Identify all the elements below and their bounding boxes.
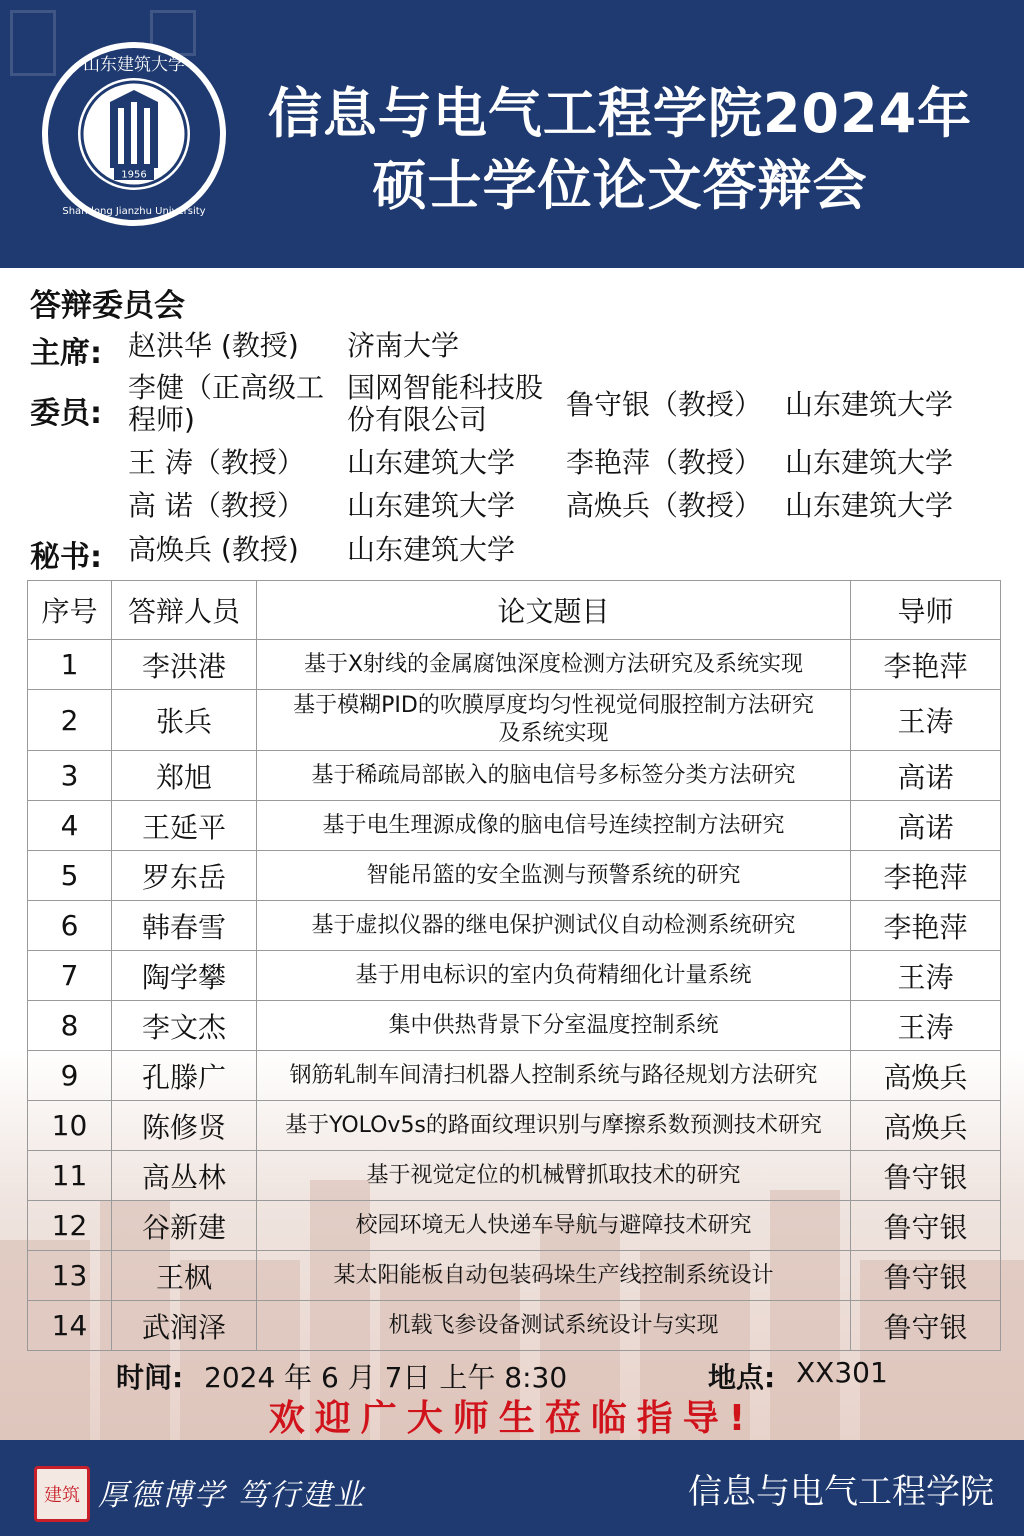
table-row xyxy=(28,801,1001,851)
row-student: 孔滕广 xyxy=(112,1051,257,1101)
row-topic: 基于视觉定位的机械臂抓取技术的研究 xyxy=(257,1151,851,1201)
defense-table xyxy=(27,580,1001,1351)
row-advisor: 高焕兵 xyxy=(851,1051,1001,1101)
row-topic: 基于用电标识的室内负荷精细化计量系统 xyxy=(257,951,851,1001)
member-2-name: 鲁守银（教授） xyxy=(566,388,763,421)
row-advisor: 鲁守银 xyxy=(851,1251,1001,1301)
row-student: 李文杰 xyxy=(112,1001,257,1051)
seal-text: 建筑 xyxy=(44,1485,80,1506)
logo-cn-text: 山东建筑大学 xyxy=(83,55,185,75)
table-row xyxy=(28,690,1001,751)
footer-banner xyxy=(0,1440,1024,1536)
school-name: 信息与电气工程学院 xyxy=(688,1472,994,1512)
row-advisor: 王涛 xyxy=(851,951,1001,1001)
member-3-org: 山东建筑大学 xyxy=(347,446,516,479)
member-5-org: 山东建筑大学 xyxy=(347,489,516,522)
chair-name: 赵洪华 (教授) xyxy=(128,329,299,362)
row-number: 14 xyxy=(28,1301,112,1351)
secretary-org: 山东建筑大学 xyxy=(347,533,516,566)
row-number: 3 xyxy=(28,751,112,801)
row-number: 1 xyxy=(28,640,112,690)
table-row xyxy=(28,1301,1001,1351)
seal-icon xyxy=(34,1466,90,1522)
row-number: 9 xyxy=(28,1051,112,1101)
table-row xyxy=(28,1201,1001,1251)
row-topic: 钢筋轧制车间清扫机器人控制系统与路径规划方法研究 xyxy=(257,1051,851,1101)
member-2-org: 山东建筑大学 xyxy=(785,388,954,421)
row-advisor: 鲁守银 xyxy=(851,1151,1001,1201)
members-label: 委员: xyxy=(30,396,102,431)
row-advisor: 李艳萍 xyxy=(851,901,1001,951)
row-student: 张兵 xyxy=(112,690,257,751)
row-advisor: 高诺 xyxy=(851,801,1001,851)
row-topic xyxy=(257,690,851,751)
time-value: 2024 年 6 月 7日 上午 8:30 xyxy=(204,1361,568,1394)
table-row xyxy=(28,1051,1001,1101)
chair-org: 济南大学 xyxy=(347,329,460,362)
row-number: 8 xyxy=(28,1001,112,1051)
row-number: 2 xyxy=(28,690,112,751)
schedule-info xyxy=(0,1352,1024,1392)
title-line-1: 信息与电气工程学院2024年 xyxy=(267,82,973,145)
row-number: 4 xyxy=(28,801,112,851)
table-header-row xyxy=(28,581,1001,640)
row-student: 韩春雪 xyxy=(112,901,257,951)
member-1-org-line-2: 份有限公司 xyxy=(347,403,488,436)
member-6-org: 山东建筑大学 xyxy=(785,489,954,522)
row-student: 郑旭 xyxy=(112,751,257,801)
row-advisor: 鲁守银 xyxy=(851,1201,1001,1251)
chair-label: 主席: xyxy=(30,336,102,371)
row-number: 10 xyxy=(28,1101,112,1151)
place-value: XX301 xyxy=(796,1356,888,1389)
row-topic: 基于稀疏局部嵌入的脑电信号多标签分类方法研究 xyxy=(257,751,851,801)
row-topic: 基于电生理源成像的脑电信号连续控制方法研究 xyxy=(257,801,851,851)
row-topic: 机载飞参设备测试系统设计与实现 xyxy=(257,1301,851,1351)
row-topic-line-1: 基于模糊PID的吹膜厚度均匀性视觉伺服控制方法研究 xyxy=(293,693,814,718)
header-topic: 论文题目 xyxy=(257,581,851,640)
row-advisor: 王涛 xyxy=(851,690,1001,751)
member-1-name-line-2: 程师) xyxy=(128,403,195,436)
member-6-name: 高焕兵（教授） xyxy=(566,489,763,522)
logo-en-text: Shandong Jianzhu University xyxy=(62,206,206,217)
row-student: 陶学攀 xyxy=(112,951,257,1001)
place-label: 地点: xyxy=(708,1361,776,1394)
table-row xyxy=(28,951,1001,1001)
member-3-name: 王 涛（教授） xyxy=(128,446,305,479)
row-topic: 基于YOLOv5s的路面纹理识别与摩擦系数预测技术研究 xyxy=(257,1101,851,1151)
header-student: 答辩人员 xyxy=(112,581,257,640)
member-1-name xyxy=(128,372,324,436)
row-advisor: 王涛 xyxy=(851,1001,1001,1051)
logo-year: 1956 xyxy=(121,169,147,181)
row-topic: 集中供热背景下分室温度控制系统 xyxy=(257,1001,851,1051)
row-topic: 智能吊篮的安全监测与预警系统的研究 xyxy=(257,851,851,901)
row-number: 6 xyxy=(28,901,112,951)
secretary-label: 秘书: xyxy=(30,540,102,575)
row-student: 王延平 xyxy=(112,801,257,851)
header-number: 序号 xyxy=(28,581,112,640)
row-advisor: 高焕兵 xyxy=(851,1101,1001,1151)
row-number: 11 xyxy=(28,1151,112,1201)
page-title xyxy=(230,78,1010,222)
member-1-name-line-1: 李健（正高级工 xyxy=(128,371,325,404)
row-number: 13 xyxy=(28,1251,112,1301)
table-row xyxy=(28,1101,1001,1151)
row-advisor: 高诺 xyxy=(851,751,1001,801)
header-banner xyxy=(0,0,1024,268)
row-student: 谷新建 xyxy=(112,1201,257,1251)
member-1-org xyxy=(347,372,543,436)
row-student: 罗东岳 xyxy=(112,851,257,901)
time-label: 时间: xyxy=(116,1361,184,1394)
row-student: 高丛林 xyxy=(112,1151,257,1201)
row-number: 12 xyxy=(28,1201,112,1251)
table-row xyxy=(28,901,1001,951)
row-student: 李洪港 xyxy=(112,640,257,690)
member-5-name: 高 诺（教授） xyxy=(128,489,305,522)
row-topic: 某太阳能板自动包装码垛生产线控制系统设计 xyxy=(257,1251,851,1301)
welcome-message: 欢迎广大师生莅临指导! xyxy=(268,1398,756,1439)
table-row xyxy=(28,751,1001,801)
header-advisor: 导师 xyxy=(851,581,1001,640)
member-1-org-line-1: 国网智能科技股 xyxy=(347,371,544,404)
row-topic: 基于虚拟仪器的继电保护测试仪自动检测系统研究 xyxy=(257,901,851,951)
university-motto: 厚德博学 笃行建业 xyxy=(98,1478,366,1513)
member-4-name: 李艳萍（教授） xyxy=(566,446,763,479)
university-logo-icon xyxy=(40,40,228,228)
committee-title: 答辩委员会 xyxy=(30,288,185,324)
table-row xyxy=(28,640,1001,690)
table-row xyxy=(28,1001,1001,1051)
row-student: 王枫 xyxy=(112,1251,257,1301)
row-student: 武润泽 xyxy=(112,1301,257,1351)
table-row xyxy=(28,851,1001,901)
secretary-name: 高焕兵 (教授) xyxy=(128,533,299,566)
row-topic: 校园环境无人快递车导航与避障技术研究 xyxy=(257,1201,851,1251)
row-number: 7 xyxy=(28,951,112,1001)
row-advisor: 李艳萍 xyxy=(851,640,1001,690)
row-advisor: 鲁守银 xyxy=(851,1301,1001,1351)
table-row xyxy=(28,1151,1001,1201)
row-advisor: 李艳萍 xyxy=(851,851,1001,901)
title-line-2: 硕士学位论文答辩会 xyxy=(372,154,868,217)
row-student: 陈修贤 xyxy=(112,1101,257,1151)
row-topic-line-2: 及系统实现 xyxy=(498,721,609,746)
member-4-org: 山东建筑大学 xyxy=(785,446,954,479)
row-topic: 基于X射线的金属腐蚀深度检测方法研究及系统实现 xyxy=(257,640,851,690)
table-row xyxy=(28,1251,1001,1301)
row-number: 5 xyxy=(28,851,112,901)
